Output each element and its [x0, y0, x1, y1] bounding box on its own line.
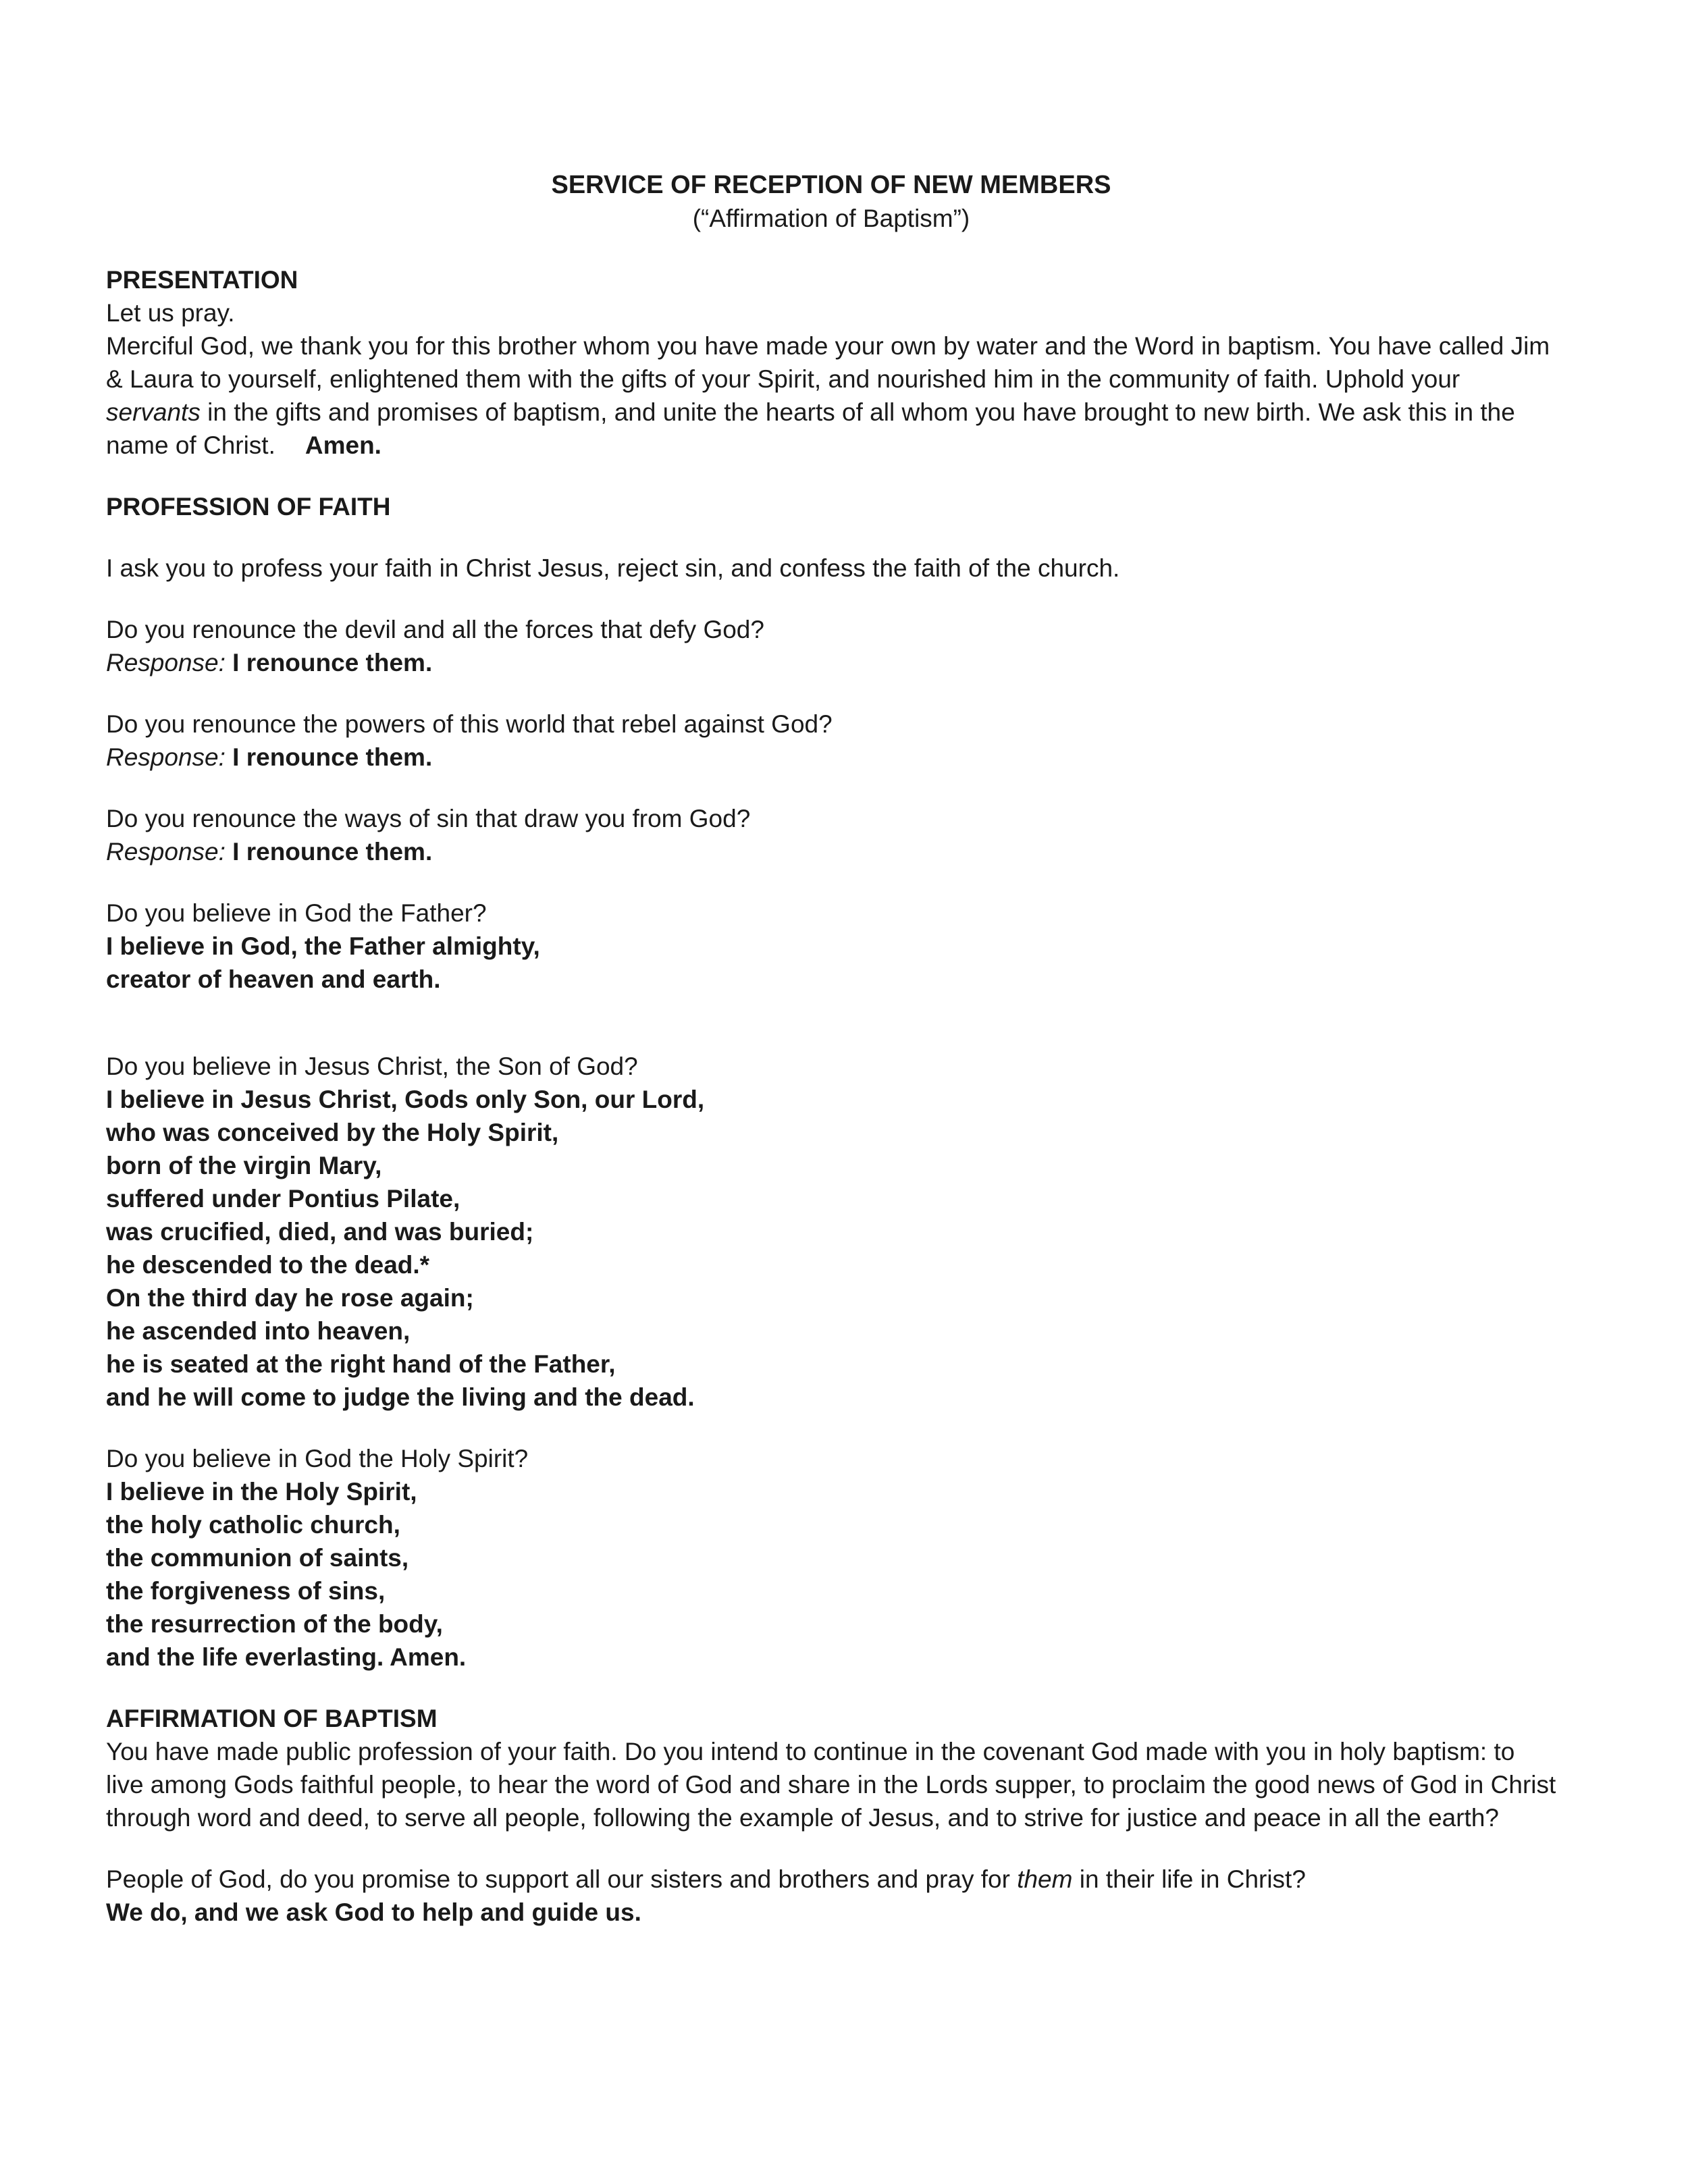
creed-son-block — [106, 1050, 1556, 1414]
renunciation-question-3: Do you renounce the ways of sin that draw you from God? — [106, 805, 751, 832]
creed-line: On the third day he rose again; — [106, 1284, 474, 1312]
affirmation-promise-block — [106, 1863, 1556, 1929]
response-label-1: Response: — [106, 649, 226, 676]
creed-line: suffered under Pontius Pilate, — [106, 1185, 460, 1213]
creed-line: the forgiveness of sins, — [106, 1577, 386, 1605]
creed-spirit-block — [106, 1442, 1556, 1674]
presentation-servants-italic: servants — [106, 398, 201, 426]
creed-line: he descended to the dead.* — [106, 1251, 430, 1279]
creed-line: I believe in God, the Father almighty, — [106, 932, 540, 960]
creed-father-block — [106, 897, 1556, 996]
creed-line: the holy catholic church, — [106, 1511, 400, 1539]
section-affirmation — [106, 1702, 1556, 1929]
presentation-heading: PRESENTATION — [106, 266, 298, 294]
creed-line: who was conceived by the Holy Spirit, — [106, 1119, 559, 1146]
creed-spirit-question: Do you believe in God the Holy Spirit? — [106, 1445, 529, 1472]
document-title: SERVICE OF RECEPTION OF NEW MEMBERS — [551, 171, 1111, 199]
creed-line: and the life everlasting. Amen. — [106, 1643, 467, 1671]
creed-line: was crucified, died, and was buried; — [106, 1218, 534, 1246]
creed-line: and he will come to judge the living and the dead. — [106, 1383, 695, 1411]
creed-line: born of the virgin Mary, — [106, 1152, 382, 1179]
creed-spirit-answer — [106, 1475, 1556, 1674]
response-label-3: Response: — [106, 838, 226, 865]
renunciation-question-2: Do you renounce the powers of this world that rebel against God? — [106, 710, 833, 738]
affirmation-promise — [106, 1863, 1556, 1896]
presentation-body-text-2: in the gifts and promises of baptism, and unite the hearts of all whom you have brought to new birth. We ask this in the name of Christ. — [106, 398, 1515, 459]
creed-line: the resurrection of the body, — [106, 1610, 443, 1638]
creed-line: he ascended into heaven, — [106, 1317, 411, 1345]
response-label-2: Response: — [106, 743, 226, 771]
creed-line: he is seated at the right hand of the Father, — [106, 1350, 616, 1378]
renunciation-block-3 — [106, 802, 1556, 868]
promise-text-1: People of God, do you promise to support all our sisters and brothers and pray for — [106, 1865, 1018, 1893]
renunciation-question-1: Do you renounce the devil and all the forces that defy God? — [106, 616, 764, 643]
renunciation-answer-1 — [106, 646, 1556, 679]
renunciation-block-1 — [106, 613, 1556, 679]
creed-line: I believe in the Holy Spirit, — [106, 1478, 417, 1506]
presentation-body-text-1: Merciful God, we thank you for this brother whom you have made your own by water and the Word in baptism. You have called Jim & Laura to yourself, enlightened them with the gifts of your Spirit, and nourished him in the community of faith. Uphold your — [106, 332, 1550, 393]
promise-them-italic: them — [1017, 1865, 1073, 1893]
affirmation-promise-response: We do, and we ask God to help and guide us. — [106, 1898, 641, 1926]
section-profession — [106, 490, 1556, 1674]
creed-line: the communion of saints, — [106, 1544, 409, 1572]
creed-father-question: Do you believe in God the Father? — [106, 899, 487, 927]
creed-son-question: Do you believe in Jesus Christ, the Son of God? — [106, 1053, 638, 1080]
response-text-1: I renounce them. — [232, 649, 433, 676]
renunciation-answer-2 — [106, 741, 1556, 774]
response-text-2: I renounce them. — [232, 743, 433, 771]
affirmation-heading: AFFIRMATION OF BAPTISM — [106, 1705, 438, 1732]
profession-heading: PROFESSION OF FAITH — [106, 493, 391, 521]
presentation-amen: Amen. — [305, 431, 381, 459]
document-header — [106, 169, 1556, 235]
document-subtitle: (“Affirmation of Baptism”) — [692, 205, 970, 232]
profession-intro: I ask you to profess your faith in Christ Jesus, reject sin, and confess the faith of the church. — [106, 554, 1120, 582]
creed-father-answer — [106, 930, 1556, 996]
creed-line: creator of heaven and earth. — [106, 965, 441, 993]
section-presentation — [106, 263, 1556, 462]
renunciation-answer-3 — [106, 835, 1556, 868]
renunciation-block-2 — [106, 708, 1556, 774]
creed-son-answer — [106, 1083, 1556, 1414]
affirmation-body: You have made public profession of your faith. Do you intend to continue in the covenant God made with you in holy baptism: to live among Gods faithful people, to hear the word of God and share in the Lords supper, to proclaim the good news of God in Christ through word and deed, to serve all people, following the example of Jesus, and to strive for justice and peace in all the earth? — [106, 1738, 1556, 1832]
presentation-body — [106, 329, 1556, 462]
promise-text-2: in their life in Christ? — [1072, 1865, 1306, 1893]
presentation-intro: Let us pray. — [106, 299, 235, 327]
creed-line: I believe in Jesus Christ, Gods only Son, our Lord, — [106, 1086, 705, 1113]
response-text-3: I renounce them. — [232, 838, 433, 865]
